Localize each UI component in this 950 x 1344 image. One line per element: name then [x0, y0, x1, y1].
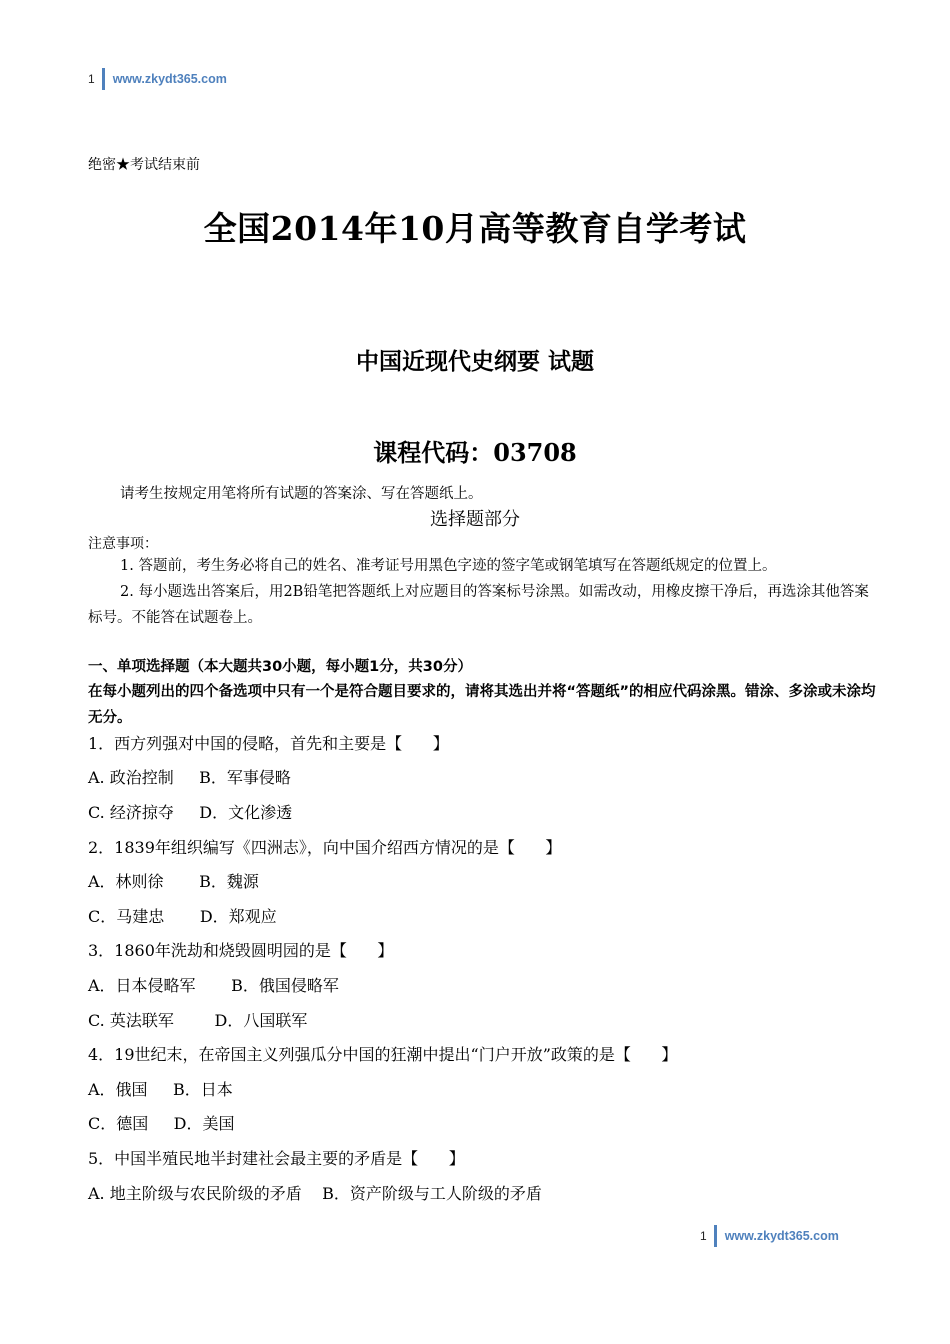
header-divider — [102, 68, 105, 90]
footer-page-number: 1 — [700, 1229, 707, 1243]
main-title: 全国2014年10月高等教育自学考试 — [203, 209, 747, 248]
instruction: 请考生按规定用笔将所有试题的答案涂、写在答题纸上。 — [120, 486, 483, 502]
question-stem: 5．中国半殖民地半封建社会最主要的矛盾是【 】 — [88, 1149, 465, 1168]
header-page-number: 1 — [88, 72, 95, 86]
part-description: 在每小题列出的四个备选项中只有一个是符合题目要求的，请将其选出并将“答题纸”的相应代码涂黑。错涂、多涂或未涂均无分。 — [88, 684, 876, 726]
note-item: 2. 每小题选出答案后，用2B铅笔把答题纸上对应题目的答案标号涂黑。如需改动，用橡皮擦干净后，再选涂其他答案标号。不能答在试题卷上。 — [88, 584, 869, 626]
question-stem: 4．19世纪末，在帝国主义列强瓜分中国的狂潮中提出“门户开放”政策的是【 】 — [88, 1045, 678, 1064]
question-options: A．林则徐 B．魏源 — [88, 872, 259, 891]
section-label: 选择题部分 — [430, 509, 520, 530]
course-code: 课程代码：03708 — [373, 438, 577, 467]
notes-title: 注意事项： — [88, 536, 158, 552]
question-options: C．马建忠 D．郑观应 — [88, 907, 277, 926]
sub-title: 中国近现代史纲要 试题 — [355, 348, 594, 375]
note-item: 1. 答题前，考生务必将自己的姓名、准考证号用黑色字迹的签字笔或钢笔填写在答题纸规定的位置上。 — [120, 558, 777, 574]
question-stem: 3．1860年洗劫和烧毁圆明园的是【 】 — [88, 941, 394, 960]
footer-divider — [714, 1225, 717, 1247]
footer-url-link[interactable]: www.zkydt365.com — [724, 1229, 839, 1243]
question-options: C．德国 D．美国 — [88, 1114, 235, 1133]
secret-label: 绝密★考试结束前 — [88, 157, 200, 173]
part-heading: 一、单项选择题（本大题共30小题，每小题1分，共30分） — [88, 659, 472, 675]
page-footer — [700, 1225, 839, 1247]
question-stem: 2．1839年组织编写《四洲志》，向中国介绍西方情况的是【 】 — [88, 838, 562, 857]
question-options: A．俄国 B．日本 — [88, 1080, 233, 1099]
question-options: A. 地主阶级与农民阶级的矛盾 B．资产阶级与工人阶级的矛盾 — [88, 1184, 542, 1203]
question-options: C. 经济掠夺 D．文化渗透 — [88, 803, 293, 822]
header-url-link[interactable]: www.zkydt365.com — [112, 72, 227, 86]
question-options: A．日本侵略军 B．俄国侵略军 — [88, 976, 339, 995]
question-stem: 1．西方列强对中国的侵略，首先和主要是【 】 — [88, 734, 449, 753]
question-options: C. 英法联军 D．八国联军 — [88, 1011, 308, 1030]
question-options: A. 政治控制 B．军事侵略 — [88, 768, 291, 787]
page-header — [88, 68, 227, 90]
